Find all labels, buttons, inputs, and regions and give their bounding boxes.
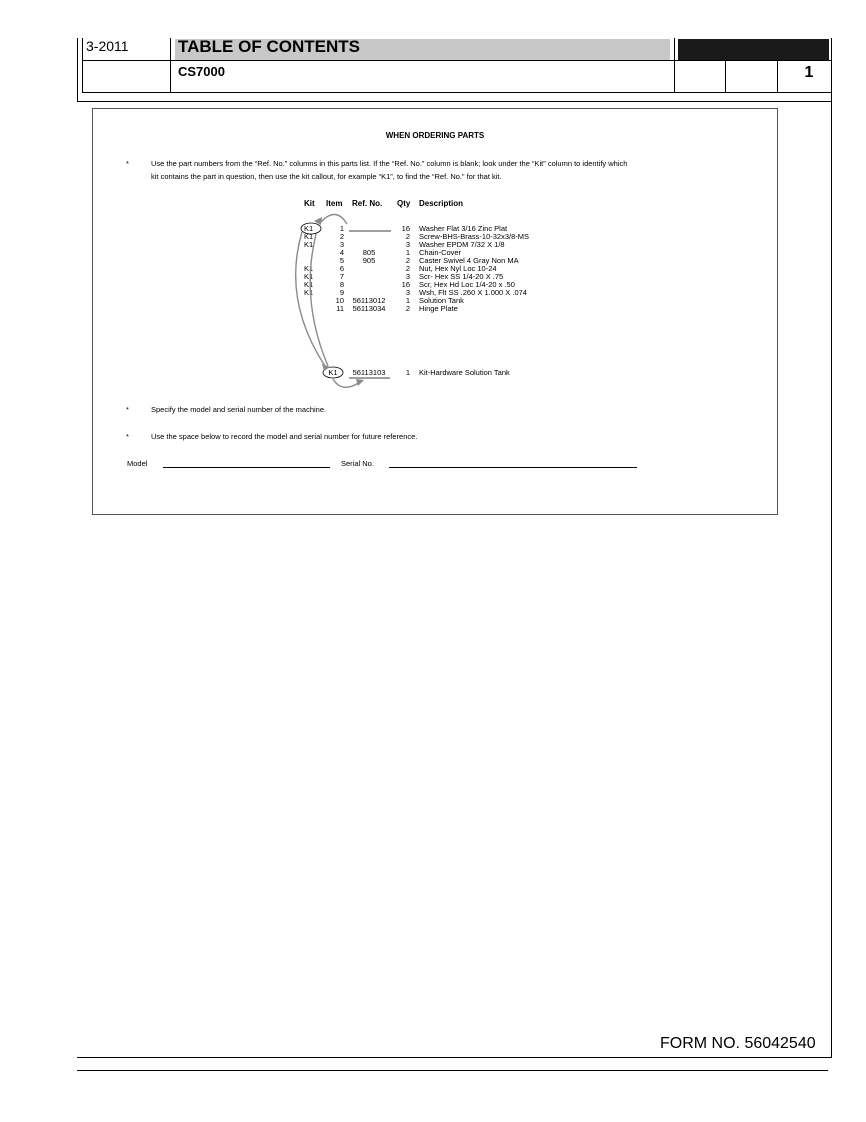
row-4-ref: 805 [362,248,376,257]
row-9-desc: Wsh, Flt SS .260 X 1.000 X .074 [419,288,527,297]
arrowhead-bottom [356,379,364,386]
row-3-kit: K1 [304,240,314,249]
row-7-qty: 3 [405,272,410,281]
col-kit-header: Kit [304,199,315,208]
model-field-line[interactable] [163,467,330,468]
kit-row-qty: 1 [405,368,410,377]
row-7-kit: K1 [304,272,314,281]
col-desc-header: Description [419,199,464,208]
row-6-desc: Nut, Hex Nyl Loc 10-24 [419,264,497,273]
row-1-desc: Washer Flat 3/16 Zinc Plat [419,224,508,233]
row-6-qty: 2 [405,264,410,273]
row-1-item: 1 [339,224,344,233]
instruction-line-2: kit contains the part in question, then use the kit callout, for example “K1”, to find the “Ref. No.” for that kit. [151,172,502,181]
row-10-desc: Solution Tank [419,296,464,305]
row-8-qty: 16 [401,280,410,289]
row-10-item: 10 [335,296,344,305]
row-4-desc: Chain-Cover [419,248,462,257]
model-label: Model [127,459,148,468]
footer-rule-2 [77,1070,828,1071]
row-11-desc: Hinge Plate [419,304,458,313]
row-4-qty: 1 [405,248,410,257]
row-11-ref: 56113034 [352,304,386,313]
arrow-bottom-curve [333,379,360,387]
row-5-qty: 2 [405,256,410,265]
bullet-1: * [126,159,129,168]
k1-circle-top [301,223,321,234]
row-7-desc: Scr- Hex SS 1/4-20 X .75 [419,272,504,281]
row-11-qty: 2 [405,304,410,313]
col-qty-header: Qty [397,199,411,208]
row-10-ref: 56113012 [352,296,386,305]
row-4-item: 4 [339,248,344,257]
row-9-item: 9 [339,288,344,297]
row-9-kit: K1 [304,288,314,297]
row-5-item: 5 [339,256,344,265]
bullet-3: * [126,432,129,441]
row-1-kit: K1 [304,224,314,233]
row-2-desc: Screw-BHS-Brass-10-32x3/8-MS [419,232,530,241]
page-number: 1 [804,64,814,81]
row-8-kit: K1 [304,280,314,289]
row-6-item: 6 [339,264,344,273]
instruction-line-1: Use the part numbers from the “Ref. No.” columns in this parts list. If the “Ref. No.” column is blank; look under the “Kit” column to identify which [151,159,628,168]
serial-label: Serial No. [341,459,374,468]
row-9-qty: 3 [405,288,410,297]
row-3-qty: 3 [405,240,410,249]
specify-text: Specify the model and serial number of the machine. [151,405,327,414]
ordering-heading: WHEN ORDERING PARTS [385,131,485,140]
row-5-ref: 905 [362,256,376,265]
kit-row-desc: Kit-Hardware Solution Tank [419,368,510,377]
row-3-item: 3 [339,240,344,249]
row-2-item: 2 [339,232,344,241]
form-number: FORM NO. 56042540 [660,1035,816,1052]
page-title: TABLE OF CONTENTS [178,37,360,56]
record-text: Use the space below to record the model and serial number for future reference. [151,432,418,441]
bullet-2: * [126,405,129,414]
col-item-header: Item [326,199,343,208]
model-name: CS7000 [178,64,225,79]
row-8-item: 8 [339,280,344,289]
row-2-kit: K1 [304,232,314,241]
footer-rule-1 [77,1057,832,1058]
row-1-qty: 16 [401,224,410,233]
col-ref-header: Ref. No. [352,199,383,208]
row-11-item: 11 [336,304,344,313]
kit-row-ref: 56113103 [352,368,386,377]
row-5-desc: Caster Swivel 4 Gray Non MA [419,256,519,265]
row-6-kit: K1 [304,264,314,273]
arrowhead-kit [322,364,330,371]
serial-field-line[interactable] [389,467,637,468]
kit-row-kit: K1 [328,368,338,377]
row-2-qty: 2 [405,232,410,241]
row-3-desc: Washer EPDM 7/32 X 1/8 [419,240,505,249]
row-7-item: 7 [339,272,344,281]
row-10-qty: 1 [405,296,410,305]
row-8-desc: Scr, Hex Hd Loc 1/4-20 x .50 [419,280,515,289]
arrow-top-to-right [321,214,347,224]
revision-date: 3-2011 [86,38,129,54]
